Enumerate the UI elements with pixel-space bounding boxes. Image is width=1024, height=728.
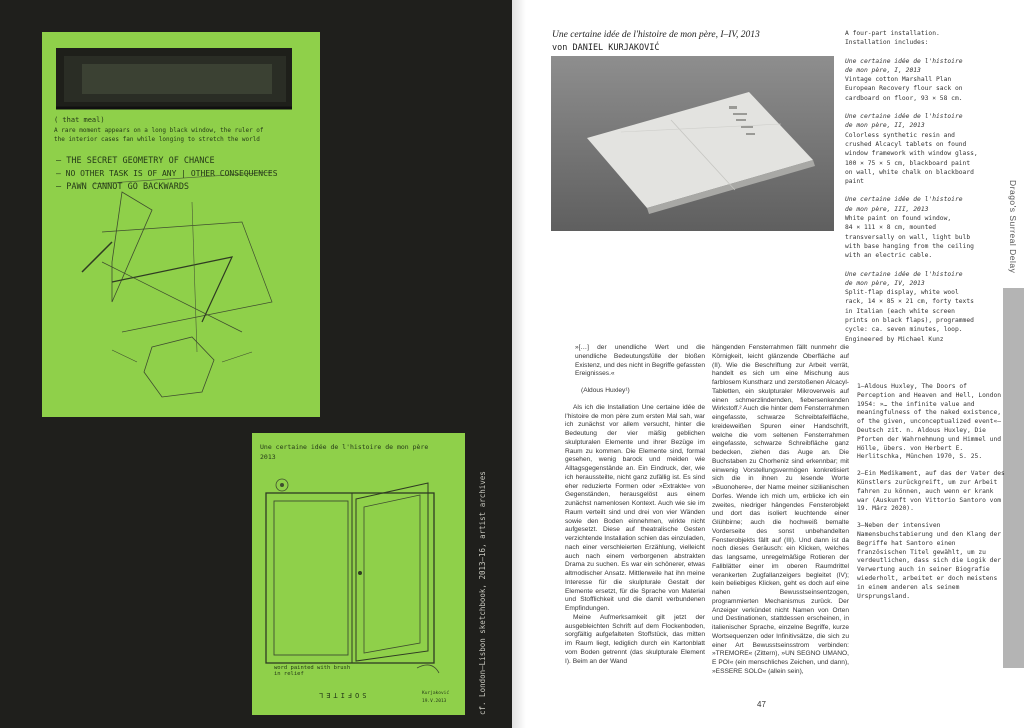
- installation-photo: [551, 56, 834, 231]
- sketchbook-caption: [473, 471, 487, 715]
- spec-item-1-title: Une certaine idée de l'histoire de mon père, I, 2013: [845, 57, 963, 74]
- body-paragraph: Meine Aufmerksamkeit gilt jetzt der ausgebleichten Schrift auf dem Flockenboden, sorgfältig aufgefalteten Stoffstück, das mitten im Raum liegt, lediglich durch ein Kartonblatt vom Boden getrennt (das skulpturale Element I). Beim an der Wand: [565, 613, 705, 665]
- spec-item-3-title: Une certaine idée de l'histoire de mon père, III, 2013: [845, 196, 963, 213]
- sketch-note-1: A rare moment appears on a long black window, the ruler of: [54, 127, 264, 134]
- section-tab: [1003, 288, 1024, 668]
- footnote-1: 1–Aldous Huxley, The Doors of Perception and Heaven and Hell, London 1954: »… the infinite value and meaningfulness of the naked existence, of the given, unconceptualized event«–Deutsch zit. n. Aldous Huxley, Die Pforten der Wahrnehmung und Himmel und Hölle, übers. von Herbert E. Herlitschka, München 1970, S. 25.: [857, 383, 1002, 461]
- sketchbook-page-1: [42, 32, 320, 417]
- page-number: 47: [757, 700, 766, 709]
- sketch-drawing-1: [42, 32, 320, 417]
- sketch-note-3: – THE SECRET GEOMETRY OF CHANCE: [56, 156, 215, 166]
- spec-item-4-text: Split-flap display, white wool rack, 14 × 85 × 21 cm, forty texts in Italian (each white screen prints on black flaps), programmed cycle: ca. seven minutes, loop. Engineered by Michael Kunz: [845, 289, 974, 343]
- spec-item-4: [845, 270, 1005, 344]
- sketch-note-0: ( that meal): [54, 116, 105, 124]
- spec-intro-text: A four-part installation. Installation includes:: [845, 30, 940, 47]
- sketch2-header: Une certaine idée de l'histoire de mon père: [260, 443, 429, 451]
- footnotes: [857, 383, 1005, 609]
- sketch2-date: 19.V.2013: [422, 699, 447, 704]
- footnote-3: 3–Neben der intensiven Namensbuchstabierung und den Klang der Begriffe hat Santoro einen französischen Titel gewählt, um zu verdeutlichen, dass sich die Logik der Verwertung auch in seiner Biografie wiederholt, arbeitet er doch meistens in einem anderen als seinem Ursprungsland.: [857, 522, 1002, 600]
- spec-item-2: [845, 112, 1005, 186]
- sketch2-label-note: word painted with brush in relief: [274, 665, 351, 677]
- running-header: [1005, 180, 1021, 290]
- body-column-2: [712, 344, 849, 677]
- spec-item-2-title: Une certaine idée de l'histoire de mon père, II, 2013: [845, 113, 963, 130]
- spec-item-1: [845, 57, 1005, 103]
- artwork-title: Une certaine idée de l'histoire de mon père, I–IV, 2013: [552, 30, 760, 40]
- gutter-shadow: [512, 0, 526, 728]
- sketch-note-5: – PAWN CANNOT GO BACKWARDS: [56, 182, 190, 192]
- spec-item-4-title: Une certaine idée de l'histoire de mon père, IV, 2013: [845, 270, 963, 287]
- epigraph: »[…] der unendliche Wert und die unendliche Bedeutungsfülle der bloßen Existenz, und des nicht in Begriffe gefassten Ereignisses.«: [575, 344, 705, 378]
- body-paragraph: Als ich die Installation Une certaine idée de l'histoire de mon père zum ersten Mal sah, war ich zunächst vor allem versucht, hinter die Bedeutung der vier mäßig geblichen skulpturalen Elemente und ihrer Bezüge im Raum zu kommen. Die Elemente sind, formal gesehen, wenig barock und meiden wie Alltagsgegenstände an. Ein Eindruck, der, wie ich heraussteilte, nicht ganz zufällig ist. Es sind eher reduzierte Formen oder »Extrakte« von Gegenständen, herausgelöst aus einem zunächst namenlosen Kontext. Auch wie sie im Raum verteilt sind und drei von vier Wänden sowie den Boden einnehmen, wirkte nicht aufgesetzt. Diese auf theatralische Gesten verzichtende Installation schien das einzuladen, nach einer verschleierten Erzählung, vielleicht auch nach einem verborgenen abstrakten Drama zu suchen. Es war ein schönerer, etwas altmodischer Ansatz. Mittlerweile hat ihn meine Interesse für die skulpturale Gestalt der Elemente ersetzt, für die Sprache von Material und Stofflichkeit und die damit verbundenen Empfindungen.: [565, 403, 705, 612]
- article-author: von DANIEL KURJAKOVIĆ: [552, 43, 660, 53]
- spec-item-3-text: White paint on found window, 84 × 111 × 8 cm, mounted transversally on wall, light bulb with base hanging from the ceiling with an electric cable.: [845, 215, 974, 260]
- sketchbook-caption-text: cf. London–Lisbon sketchbook, 2013–16, artist archives: [478, 471, 487, 715]
- body-column-1: [565, 344, 705, 666]
- footnote-2: 2–Ein Medikament, auf das der Vater des Künstlers zurückgreift, um zur Arbeit fahren zu können, auch wenn er krank war (Auskunft von Vittorio Santoro vom 19. März 2020).: [857, 470, 1005, 513]
- sketch2-signature: Kurjaković: [422, 691, 450, 696]
- installation-photo-image: [551, 56, 834, 231]
- spec-intro: [845, 29, 1005, 48]
- spec-item-1-text: Vintage cotton Marshall Plan European Recovery flour sack on cardboard on floor, 93 × 58 cm.: [845, 76, 963, 102]
- spec-item-2-text: Colorless synthetic resin and crushed Alcacyl tablets on found window framework with window glass, 100 × 75 × 5 cm, blackboard paint on wall, white chalk on blackboard paint: [845, 131, 978, 186]
- sketch-note-4: – NO OTHER TASK IS OF ANY | OTHER CONSEQUENCES: [56, 169, 278, 178]
- running-header-text: Drago's Surreal Delay: [1008, 180, 1018, 274]
- epigraph-source: (Aldous Huxley¹): [581, 387, 630, 394]
- sketchbook-page-2: [252, 433, 465, 715]
- installation-specs: [845, 29, 1005, 353]
- sketch-note-2: the interior cases fan while longing to stretch the world: [54, 136, 260, 143]
- spec-item-3: [845, 195, 1005, 260]
- sketch2-inverted-text: SOFITEL: [316, 691, 367, 699]
- sketch2-year: 2013: [260, 453, 276, 461]
- body-paragraph: hängenden Fensterrahmen fällt nunmehr die Körnigkeit, leicht glänzende Oberfläche auf (II). Wie die Beschriftung zur Arbeit verrät, handelt es sich um eine Mischung aus farblosem Kunstharz und zerstoßenen Alcacyl-Tabletten, ein skulpturaler Mikroverweis auf einen schmerzlindernden, fiebersenkenden Wirkstoff.² Auch die hinter dem Fensterrahmen eingefasste, schwarze Schreibtafelfläche, kreideweißen Spuren einer Handschrift, welche die vom seltenen Fensterrahmen eingefasste, schwarze Schreibfläche ganz bedecken, ziehen das Auge an. Die Buchstaben zu Chorheniz sind erkennbar; mit einwenig Vorstellungsvermögen konkretisiert sich die in ihnen zu lesende Worte »Buonohere«, der Name meiner sizilianischen Dorfes. Wende ich mich um, erblicke ich ein zweites, niedriger hängendes Fensterobjekt und dort das isoliert leuchtende einer Glühbirne; auch die hochweiß bemalte Vorderseite des sonst unbehandelten Fensterobjekts fällt auf (III). Und dann ist da noch dieses Geräusch: ein Klicken, welches das langsame, unregelmäßige Rotieren der Fallblätter einer im oberen Raumdrittel verankerten Zugfallanzeigers begleitet (IV); kein beliebiges Klicken, geht es doch auf eine nahen Bewusstseinsentzogen, programmierten Mechanismus zurück. Der Anzeiger verkündet nicht Namen von Orten und Destinationen, stattdessen erscheinen, in italienischer Sprache, einzelne Begriffe, kurze Wortsequenzen oder Infinitivsätze, die sich zu einer Art Bewusstseinsstrom verbinden: »TREMORE« (Zittern), »UN SEGNO UMANO, E POI« (ein menschliches Zeichen, und dann), »ESSERE SOLO« (allein sein),: [712, 344, 849, 675]
